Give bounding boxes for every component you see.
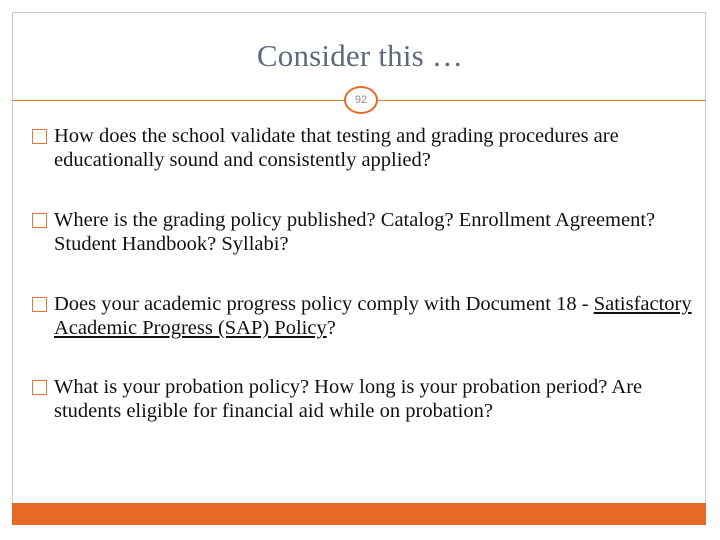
bullet-text: How does the school validate that testing and grading procedures are educationally sound and consistently applied? xyxy=(54,125,619,171)
bullet-text: What is your probation policy? How long is your probation period? Are students eligible for financial aid while on probation? xyxy=(54,376,643,422)
checkbox-square-icon xyxy=(32,380,47,395)
sap-policy-link[interactable]: Satisfactory Academic Progress (SAP) Policy xyxy=(54,293,692,339)
bullet-list xyxy=(32,124,700,459)
bullet-text: Where is the grading policy published? Catalog? Enrollment Agreement? Student Handbook? Syllabi? xyxy=(54,209,656,255)
slide-title: Consider this … xyxy=(256,38,464,73)
checkbox-square-icon xyxy=(32,129,47,144)
footer-accent-bar xyxy=(12,503,706,525)
bullet-text-prefix: Does your academic progress policy comply with Document 18 - xyxy=(54,293,594,315)
bullet-text-suffix: ? xyxy=(326,317,336,339)
bullet-item xyxy=(32,124,700,172)
checkbox-square-icon xyxy=(32,297,47,312)
bullet-item xyxy=(32,375,700,423)
slide-number-badge: 92 xyxy=(344,86,378,114)
checkbox-square-icon xyxy=(32,213,47,228)
bullet-item xyxy=(32,292,700,340)
bullet-item xyxy=(32,208,700,256)
